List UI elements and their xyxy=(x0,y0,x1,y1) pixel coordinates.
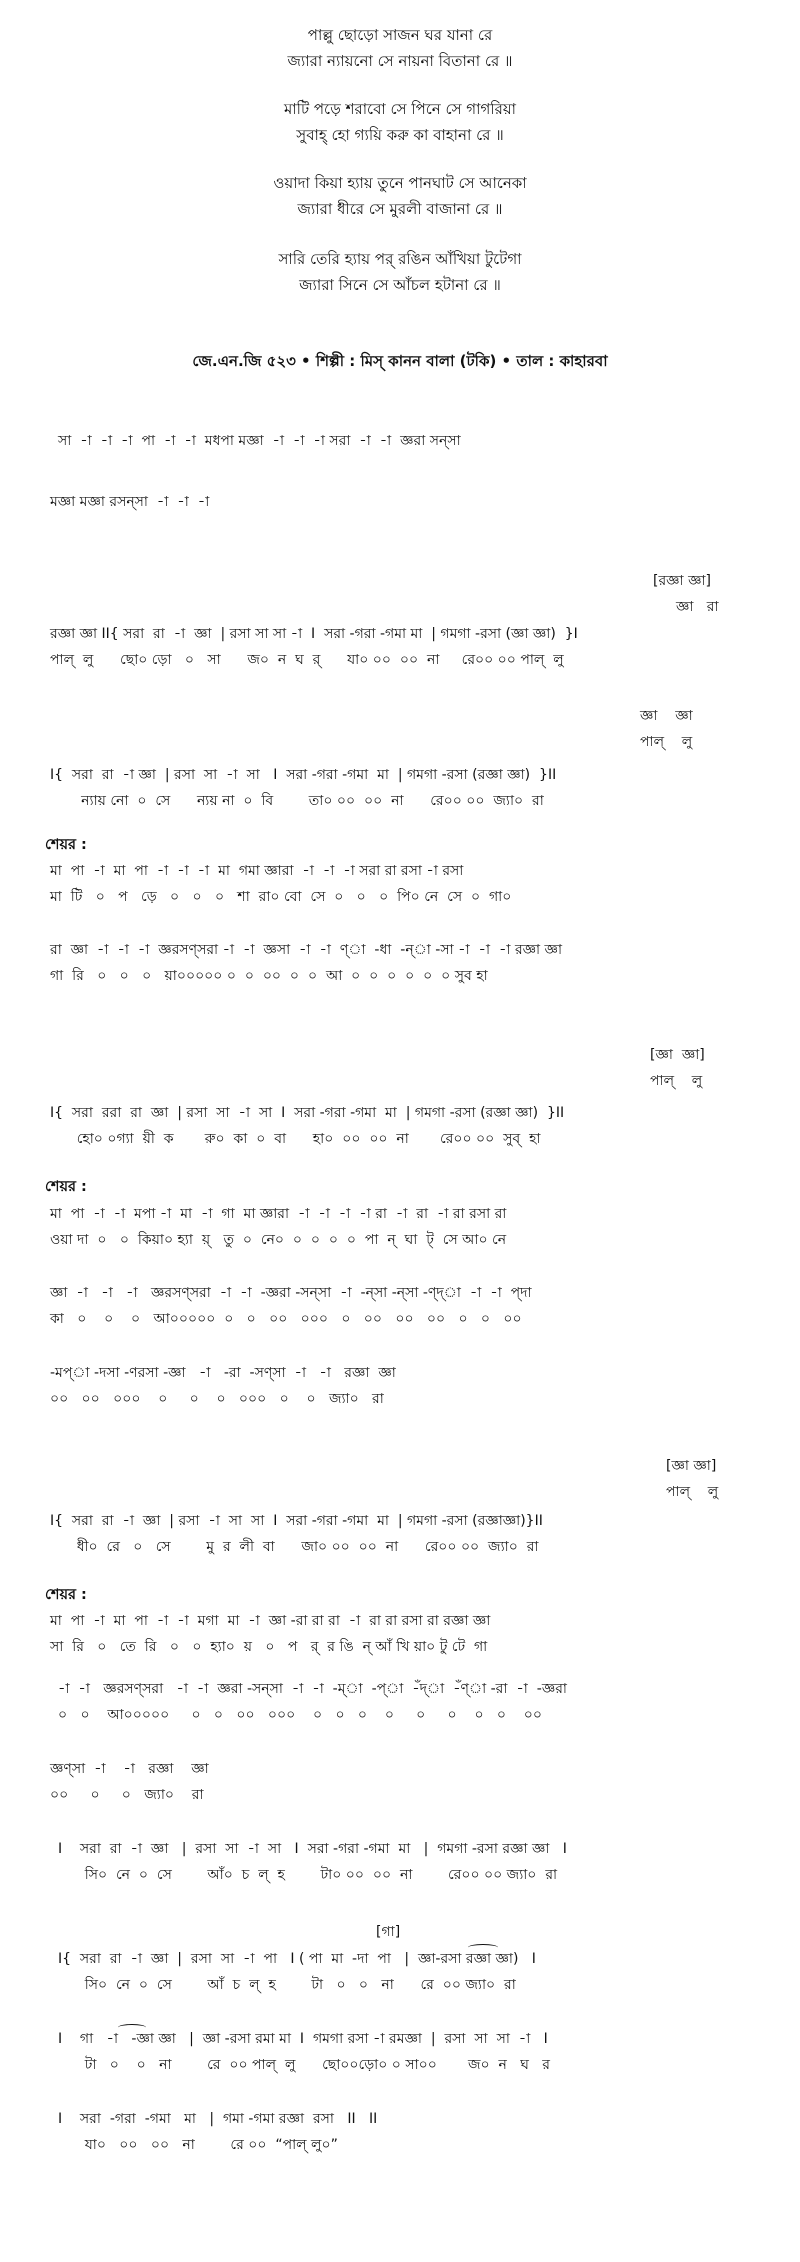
notation-line: মা পা -া -া মপা -া মা -া গা মা জ্ঞারা -া -া -া -া রা -া রা -া রা রসা রা xyxy=(50,1206,507,1222)
notation-line: রজ্ঞা জ্ঞা II{ সরা রা -া জ্ঞা | রসা সা সা -া I সরা -গরা -গমা মা | গমগা -রসা (জ্ঞা জ্ঞা) }I xyxy=(50,626,578,642)
notation-line: সা -া -া -া পা -া -া মধপা মজ্ঞা -া -া -া সরা -া -া জ্ঞরা সন্‌সা xyxy=(58,433,461,449)
notation-line: পাল্ লু xyxy=(650,1073,703,1089)
notation-line: I{ সরা ররা রা জ্ঞা | রসা সা -া সা I সরা -গরা -গমা মা | গমগা -রসা (রজ্ঞা জ্ঞা) }II xyxy=(50,1105,565,1121)
notation-line: সি০ নে ০ সে আঁ০ চ ল্ হ টা০ ০০ ০০ না রে০০ ০০ জ্যা০ রা xyxy=(58,1867,558,1883)
notation-line: [জ্ঞা জ্ঞা] xyxy=(650,1047,705,1063)
notation-line: I{ সরা রা -া জ্ঞা | রসা -া সা সা I সরা -গরা -গমা মা | গমগা -রসা (রজ্ঞাজ্ঞা)}II xyxy=(50,1513,543,1529)
notation-line: I{ সরা রা -া জ্ঞা | রসা সা -া সা I সরা -গরা -গমা মা | গমগা -রসা (রজ্ঞা জ্ঞা) }II xyxy=(50,767,557,783)
notation-line: যা০ ০০ ০০ না রে ০০ “পাল্ লু০” xyxy=(58,2137,338,2153)
notation-line: পাল্ লু xyxy=(666,1484,719,1500)
lyric-line: পাল্লু ছোড়ো সাজন ঘর যানা রে xyxy=(307,26,493,44)
notation-line: ন্যায় নো ০ সে ন্যয় না ০ বি তা০ ০০ ০০ না রে০০ ০০ জ্যা০ রা xyxy=(50,793,544,809)
notation-line: ধী০ রে ০ সে মু র লী বা জা০ ০০ ০০ না রে০০ ০০ জ্যা০ রা xyxy=(50,1539,539,1555)
lyric-line: সারি তেরি হ্যায় পর্ রঙিন আঁখিয়া টুটেগা xyxy=(278,250,522,268)
notation-line: -মপ্‌া -দসা -ণরসা -জ্ঞা -া -রা -সণ্‌সা -া -া রজ্ঞা জ্ঞা xyxy=(50,1365,396,1381)
lyric-line: জ্যারা ন্যায়নো সে নায়না বিতানা রে ॥ xyxy=(287,52,513,70)
notation-line: I গা -া -জ্ঞা জ্ঞা | জ্ঞা -রসা রমা মা I গমগা রসা -া রমজ্ঞা | রসা সা সা -া I xyxy=(58,2031,548,2047)
record-info: জে.এন.জি ৫২৩ • শিল্পী : মিস্ কানন বালা (টকি) • তাল : কাহারবা xyxy=(192,352,608,370)
lyric-line: ওয়াদা কিয়া হ্যায় তুনে পানঘাট সে আনেকা xyxy=(273,174,527,192)
notation-line: ০০ ০ ০ জ্যা০ রা xyxy=(50,1787,204,1803)
notation-line: I সরা -গরা -গমা মা | গমা -গমা রজ্ঞা রসা II II xyxy=(58,2111,378,2127)
notation-line: জ্ঞা রা xyxy=(676,599,719,615)
notation-line: রা জ্ঞা -া -া -া জ্ঞরসণ্‌সরা -া -া জ্ঞসা -া -া ণ্‌া -ধা -ন্‌া -সা -া -া -া রজ্ঞা জ্ঞা xyxy=(50,942,563,958)
notation-line: -া -া জ্ঞরসণ্‌সরা -া -া জ্ঞরা -সন্‌সা -া -া -ম্‌া -প্‌া -ঁদ্‌া -ঁণ্‌া -রা -া -জ্ঞরা xyxy=(58,1681,567,1697)
notation-line: মা পা -া মা পা -া -া -া মা গমা জ্ঞারা -া -া -া সরা রা রসা -া রসা xyxy=(50,863,464,879)
notation-line: গা রি ০ ০ ০ য়া০০০০০ ০ ০ ০০ ০ ০ আ ০ ০ ০ ০ ০ ০ সুব হা xyxy=(50,968,488,984)
notation-line: ০০ ০০ ০০০ ০ ০ ০ ০০০ ০ ০ জ্যা০ রা xyxy=(50,1391,384,1407)
notation-line: মজ্ঞা মজ্ঞা রসন্‌সা -া -া -া xyxy=(50,494,210,510)
notation-line: জ্ঞা জ্ঞা xyxy=(640,708,693,724)
notation-line: হো০ ০গ্যা য়ী ক রু০ কা ০ বা হা০ ০০ ০০ না রে০০ ০০ সুব্ হা xyxy=(50,1131,541,1147)
lyric-line: মাটি পড়ে শরাবো সে পিনে সে গাগরিয়া xyxy=(283,100,517,118)
lyric-line: সুবাহ্ হো গ্যয়ি করু কা বাহানা রে ॥ xyxy=(296,126,504,144)
notation-line: কা ০ ০ ০ আ০০০০০ ০ ০ ০০ ০০০ ০ ০০ ০০ ০০ ০ ০ ০০ xyxy=(50,1311,522,1327)
notation-line: ০ ০ আ০০০০০ ০ ০ ০০ ০০০ ০ ০ ০ ০ ০ ০ ০ ০ ০০ xyxy=(58,1707,543,1723)
section-heading: শেয়র : xyxy=(45,837,87,853)
notation-line: সা রি ০ তে রি ০ ০ হ্যা০ য় ০ প র্ র ঙি ন্ আঁ খি য়া০ টু টে গা xyxy=(50,1639,488,1655)
notation-line: ওয়া দা ০ ০ কিয়া০ হ্যা য়্ তু ০ নে০ ০ ০ ০ ০ পা ন্ ঘা ট্ সে আ০ নে xyxy=(50,1232,507,1248)
notation-line: মা টি ০ প ড়ে ০ ০ ০ শা রা০ বো সে ০ ০ ০ পি০ নে সে ০ গা০ xyxy=(50,889,512,905)
notation-line: [রজ্ঞা জ্ঞা] xyxy=(653,573,711,589)
lyric-line: জ্যারা সিনে সে আঁচল হটানা রে ॥ xyxy=(299,276,501,294)
lyric-line: জ্যারা ধীরে সে মুরলী বাজানা রে ॥ xyxy=(297,200,503,218)
notation-line: I সরা রা -া জ্ঞা | রসা সা -া সা I সরা -গরা -গমা মা | গমগা -রসা রজ্ঞা জ্ঞা I xyxy=(58,1841,567,1857)
notation-line: জ্ঞা -া -া -া জ্ঞরসণ্‌সরা -া -া -জ্ঞরা -সন্‌সা -া -ন্‌সা -ন্‌সা -ণ্‌দ্‌া -া -া প্‌দা xyxy=(50,1285,532,1301)
notation-line: পাল্ লু xyxy=(640,734,693,750)
notation-line: I{ সরা রা -া জ্ঞা | রসা সা -া পা I ( পা মা -দা পা | জ্ঞা-রসা রজ্ঞা জ্ঞা) I xyxy=(58,1951,536,1967)
notation-line: জ্ঞণ্‌সা -া -া রজ্ঞা জ্ঞা xyxy=(50,1761,209,1777)
notation-line: মা পা -া মা পা -া -া মগা মা -া জ্ঞা -রা রা রা -া রা রা রসা রা রজ্ঞা জ্ঞা xyxy=(50,1613,491,1629)
notation-line: টা ০ ০ না রে ০০ পাল্ লু ছো০০ড়ো০ ০ সা০০ জ০ ন ঘ র xyxy=(58,2057,550,2073)
slur-mark xyxy=(468,1944,498,1951)
notation-line: [জ্ঞা জ্ঞা] xyxy=(666,1458,717,1474)
notation-line: সি০ নে ০ সে আঁ চ ল্ হ টা ০ ০ না রে ০০ জ্যা০ রা xyxy=(58,1977,516,1993)
notation-line: পাল্ লু ছো০ ড়ো ০ সা জ০ ন ঘ র্ যা০ ০০ ০০ না রে০০ ০০ পাল্ লু xyxy=(50,652,564,668)
notation-line: [গা] xyxy=(376,1924,401,1940)
section-heading: শেয়র : xyxy=(45,1587,87,1603)
section-heading: শেয়র : xyxy=(45,1179,87,1195)
slur-mark xyxy=(118,2024,146,2031)
